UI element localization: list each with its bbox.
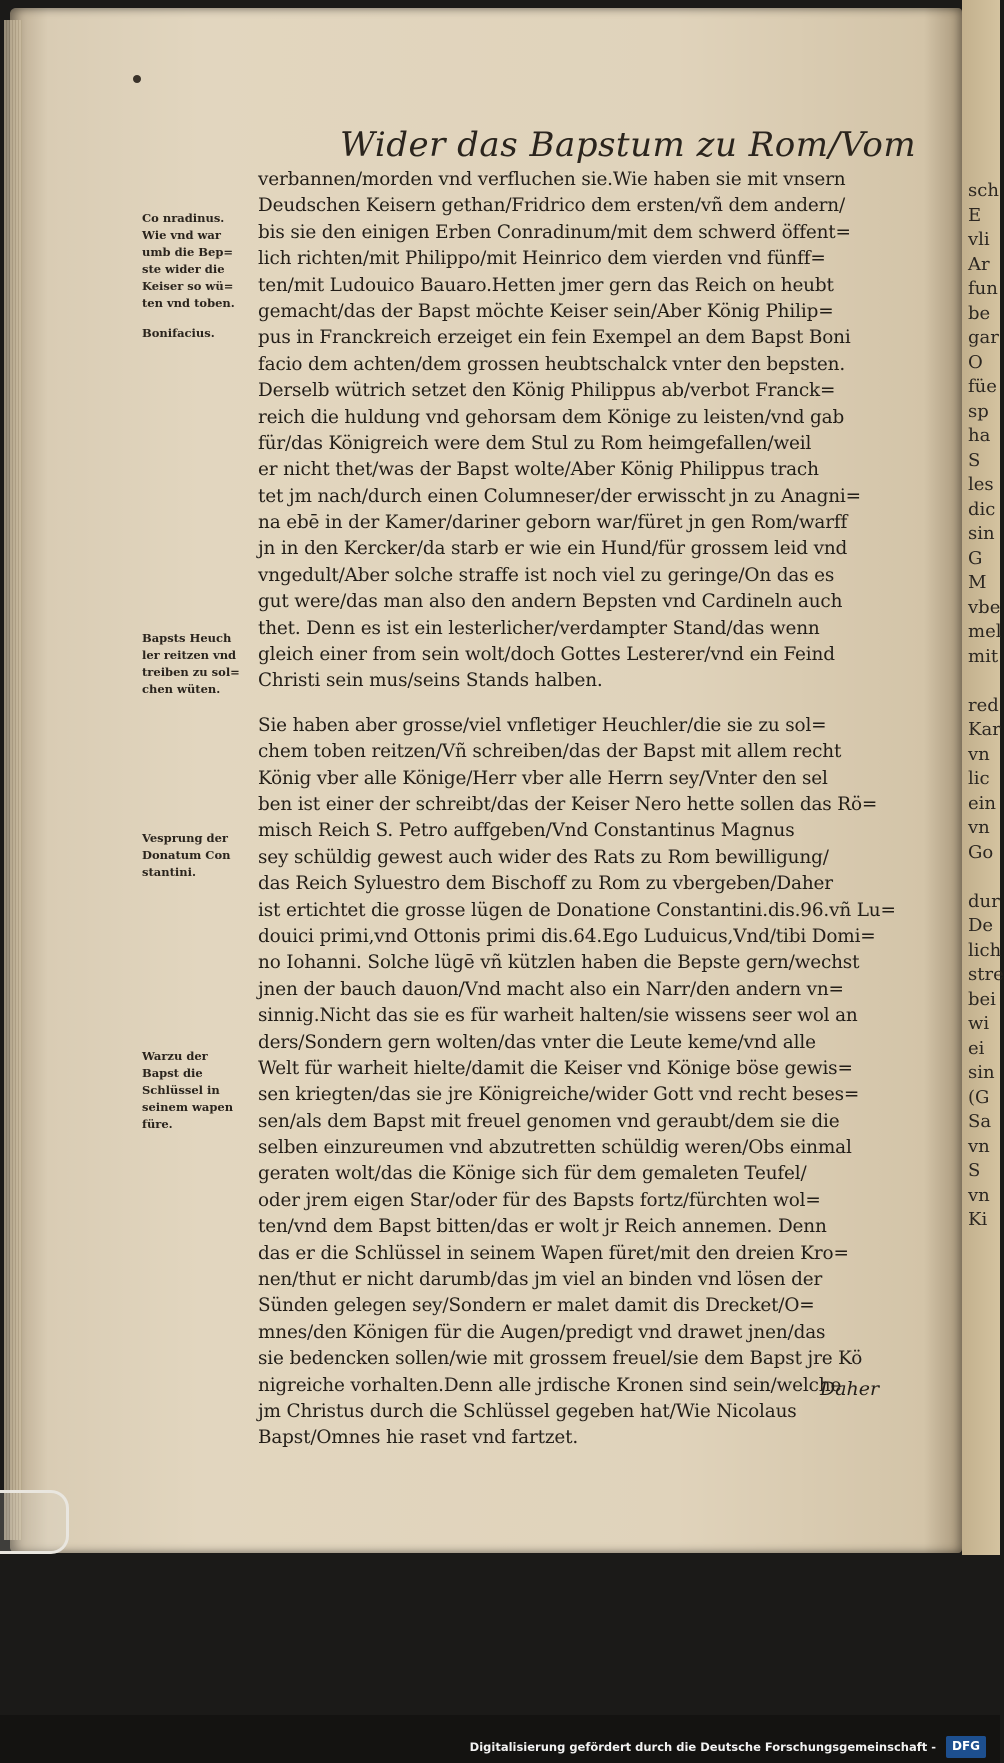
adjacent-page-fragment: ein bbox=[968, 792, 997, 814]
text-line: geraten wolt/das die Könige sich für dem gemaleten Teufel/ bbox=[258, 1163, 807, 1185]
text-line: Deudschen Keisern gethan/Fridrico dem ersten/vñ dem andern/ bbox=[258, 195, 846, 217]
marginal-note-conradinus bbox=[142, 210, 260, 312]
text-line: reich die huldung vnd gehorsam dem Könige zu leisten/vnd gab bbox=[258, 406, 845, 428]
marginal-line: Vesprung der bbox=[142, 831, 228, 845]
marginal-line: Bonifacius. bbox=[142, 326, 215, 340]
adjacent-page-fragment: De bbox=[968, 915, 994, 936]
adjacent-page-fragment: be bbox=[968, 302, 991, 324]
adjacent-page-fragment: bei bbox=[968, 988, 996, 1010]
marginal-line: Schlüssel in bbox=[142, 1083, 220, 1097]
text-line: ist ertichtet die grosse lügen de Donatione Constantini.dis.96.vñ Lu= bbox=[258, 899, 896, 921]
text-line: no Iohanni. Solche lügē vñ kützlen haben die Bepste gern/wechst bbox=[258, 952, 860, 974]
marginal-line: umb die Bep= bbox=[142, 245, 234, 259]
text-line: facio dem achten/dem grossen heubtschalck vnter den bepsten. bbox=[258, 353, 846, 375]
adjacent-page-fragment: mit bbox=[968, 645, 999, 667]
adjacent-page-fragment: ei bbox=[968, 1037, 985, 1059]
marginal-line: treiben zu sol= bbox=[142, 665, 240, 679]
adjacent-page-fragment: sp bbox=[968, 400, 989, 422]
ink-dot bbox=[133, 75, 141, 83]
text-line: das er die Schlüssel in seinem Wapen füret/mit den dreien Kro= bbox=[258, 1242, 849, 1264]
adjacent-page-fragment: sch bbox=[968, 180, 999, 201]
adjacent-page-fragment: O bbox=[968, 351, 983, 373]
adjacent-page-fragment: M bbox=[968, 572, 987, 593]
marginal-note-schluessel bbox=[142, 1048, 260, 1133]
text-line: ten/vnd dem Bapst bitten/das er wolt jr Reich annemen. Denn bbox=[258, 1216, 827, 1238]
funding-credit: Digitalisierung gefördert durch die Deutsche Forschungsgemeinschaft - bbox=[469, 1740, 936, 1754]
marginal-line: Keiser so wü= bbox=[142, 279, 234, 293]
text-line: nen/thut er nicht darumb/das jm viel an binden vnd lösen der bbox=[258, 1269, 823, 1291]
text-line: jnen der bauch dauon/Vnd macht also ein Narr/den andern vn= bbox=[258, 978, 844, 1000]
adjacent-page-fragment: sin bbox=[968, 1062, 995, 1083]
paragraph-gap bbox=[258, 695, 913, 713]
text-line: douici primi,vnd Ottonis primi dis.64.Ego Luduicus,Vnd/tibi Domi= bbox=[258, 925, 876, 947]
text-line: gleich einer from sein wolt/doch Gottes Lesterer/vnd ein Feind bbox=[258, 644, 835, 666]
text-line: mnes/den Königen für die Augen/predigt vnd drawet jnen/das bbox=[258, 1321, 826, 1343]
marginal-line: Bapst die bbox=[142, 1066, 203, 1080]
text-line: sinnig.Nicht das sie es für warheit halten/sie wissens seer wol an bbox=[258, 1005, 858, 1027]
adjacent-page-fragment: E bbox=[968, 204, 982, 226]
adjacent-page-fragment: S bbox=[968, 1160, 981, 1181]
text-line: sey schüldig gewest auch wider des Rats zu Rom bewilligung/ bbox=[258, 846, 829, 868]
footer-bar bbox=[0, 1715, 1000, 1763]
adjacent-page-fragment: gar bbox=[968, 327, 999, 348]
text-line: Sünden gelegen sey/Sondern er malet damit dis Drecket/O= bbox=[258, 1295, 815, 1317]
marginal-line: füre. bbox=[142, 1117, 173, 1131]
text-line: ben ist einer der schreibt/das der Keiser Nero hette sollen das Rö= bbox=[258, 793, 878, 815]
text-line: chem toben reitzen/Vñ schreiben/das der Bapst mit allem recht bbox=[258, 741, 842, 763]
marginal-note-donation bbox=[142, 830, 260, 881]
adjacent-page-fragment: wi bbox=[968, 1013, 990, 1034]
adjacent-page-fragment: ha bbox=[968, 425, 991, 446]
text-line: ten/mit Ludouico Bauaro.Hetten jmer gern das Reich on heubt bbox=[258, 274, 834, 296]
marginal-line: chen wüten. bbox=[142, 682, 221, 696]
text-line: Bapst/Omnes hie raset vnd fartzet. bbox=[258, 1427, 579, 1449]
adjacent-page-fragment: Ki bbox=[968, 1209, 988, 1230]
marginal-line: Co nradinus. bbox=[142, 211, 225, 225]
text-line: gemacht/das der Bapst möchte Keiser sein/Aber König Philip= bbox=[258, 300, 834, 322]
marginal-line: ten vnd toben. bbox=[142, 296, 235, 310]
adjacent-page-fragment: dic bbox=[968, 498, 996, 520]
adjacent-page-fragment: Go bbox=[968, 841, 994, 863]
marginal-line: ler reitzen vnd bbox=[142, 648, 237, 662]
text-line: jm Christus durch die Schlüssel gegeben hat/Wie Nicolaus bbox=[258, 1400, 797, 1422]
marginal-line: Wie vnd war bbox=[142, 228, 221, 242]
dfg-logo: DFG bbox=[946, 1736, 986, 1758]
marginal-line: seinem wapen bbox=[142, 1100, 234, 1114]
adjacent-page-fragment: S bbox=[968, 449, 981, 471]
adjacent-page-fragment: G bbox=[968, 547, 983, 569]
text-line: jn in den Kercker/da starb er wie ein Hund/für grossem leid vnd bbox=[258, 538, 848, 560]
adjacent-page-fragment: sin bbox=[968, 523, 995, 544]
text-line: Welt für warheit hielte/damit die Keiser vnd Könige böse gewis= bbox=[258, 1057, 853, 1079]
catchword: Daher bbox=[820, 1378, 880, 1400]
adjacent-page-fragment: Ar bbox=[968, 253, 990, 275]
marginal-note-heuchler bbox=[142, 630, 260, 698]
text-line: lich richten/mit Philippo/mit Heinrico dem vierden vnd fünff= bbox=[258, 248, 826, 270]
adjacent-page-fragment: vn bbox=[968, 743, 990, 765]
adjacent-page-fragment: lic bbox=[968, 768, 990, 789]
text-line: ders/Sondern gern wolten/das vnter die Leute keme/vnd alle bbox=[258, 1031, 816, 1053]
adjacent-page-fragment: Sa bbox=[968, 1111, 992, 1132]
adjacent-page-fragment: les bbox=[968, 474, 994, 495]
text-line: sen kriegten/das sie jre Königreiche/wider Gott vnd recht beses= bbox=[258, 1084, 860, 1106]
text-line: vngedult/Aber solche straffe ist noch viel zu geringe/On das es bbox=[258, 564, 835, 586]
running-head: Wider das Bapstum zu Rom/Vom bbox=[340, 125, 917, 165]
marginal-line: stantini. bbox=[142, 865, 197, 879]
adjacent-page-fragment: lich bbox=[968, 939, 1002, 961]
adjacent-page-fragment: mel bbox=[968, 621, 1002, 642]
text-line: misch Reich S. Petro auffgeben/Vnd Constantinus Magnus bbox=[258, 820, 795, 842]
adjacent-page-fragment: (G bbox=[968, 1086, 990, 1108]
marginal-line: ste wider die bbox=[142, 262, 225, 276]
text-line: Christi sein mus/seins Stands halben. bbox=[258, 670, 603, 692]
text-line: nigreiche vorhalten.Denn alle jrdische Kronen sind sein/welche bbox=[258, 1374, 842, 1396]
text-line: das Reich Syluestro dem Bischoff zu Rom zu vbergeben/Daher bbox=[258, 873, 833, 895]
adjacent-page-fragment: vn bbox=[968, 817, 990, 838]
page-edges bbox=[4, 20, 22, 1540]
text-line: für/das Königreich were dem Stul zu Rom heimgefallen/weil bbox=[258, 432, 812, 454]
text-line: selben einzureumen vnd abzutretten schüldig weren/Obs einmal bbox=[258, 1137, 852, 1159]
adjacent-page-fragment: vn bbox=[968, 1184, 990, 1206]
adjacent-page-fragment: füe bbox=[968, 376, 997, 397]
text-line: sie bedencken sollen/wie mit grossem freuel/sie dem Bapst jre Kö bbox=[258, 1348, 863, 1370]
marginal-line: Donatum Con bbox=[142, 848, 231, 862]
text-line: tet jm nach/durch einen Columneser/der erwisscht jn zu Anagni= bbox=[258, 485, 861, 507]
adjacent-page-fragment: red bbox=[968, 694, 999, 716]
text-line: sen/als dem Bapst mit freuel genomen vnd geraubt/dem sie die bbox=[258, 1110, 840, 1132]
text-line: gut were/das man also den andern Bepsten vnd Cardineln auch bbox=[258, 591, 843, 613]
text-line: er nicht thet/was der Bapst wolte/Aber König Philippus trach bbox=[258, 459, 819, 481]
text-line: König vber alle Könige/Herr vber alle Herrn sey/Vnter den sel bbox=[258, 767, 828, 789]
text-line: thet. Denn es ist ein lesterlicher/verdampter Stand/das wenn bbox=[258, 617, 820, 639]
adjacent-page-fragment: dur bbox=[968, 890, 1000, 912]
body-text bbox=[258, 167, 913, 1452]
adjacent-page-fragment: Kar bbox=[968, 719, 1001, 740]
page-clip bbox=[0, 1490, 69, 1554]
adjacent-page-strip bbox=[962, 0, 1004, 1555]
adjacent-page-fragment: fun bbox=[968, 278, 998, 299]
text-line: Sie haben aber grosse/viel vnfletiger Heuchler/die sie zu sol= bbox=[258, 714, 827, 736]
text-line: na ebē in der Kamer/dariner geborn war/füret jn gen Rom/warff bbox=[258, 512, 848, 534]
text-line: verbannen/morden vnd verfluchen sie.Wie haben sie mit vnsern bbox=[258, 169, 846, 190]
text-line: bis sie den einigen Erben Conradinum/mit dem schwerd öffent= bbox=[258, 221, 851, 243]
marginal-line: Bapsts Heuch bbox=[142, 631, 232, 645]
adjacent-page-fragment: vn bbox=[968, 1135, 990, 1157]
text-line: Derselb wütrich setzet den König Philippus ab/verbot Franck= bbox=[258, 380, 836, 402]
adjacent-page-fragment: vbe bbox=[968, 596, 1001, 618]
marginal-note-bonifacius bbox=[142, 325, 260, 342]
text-line: oder jrem eigen Star/oder für des Bapsts fortz/fürchten wol= bbox=[258, 1189, 821, 1211]
marginal-line: Warzu der bbox=[142, 1049, 208, 1063]
text-line: pus in Franckreich erzeiget ein fein Exempel an dem Bapst Boni bbox=[258, 327, 851, 349]
adjacent-page-fragment: vli bbox=[968, 229, 990, 250]
adjacent-page-fragment: stre bbox=[968, 964, 1004, 985]
